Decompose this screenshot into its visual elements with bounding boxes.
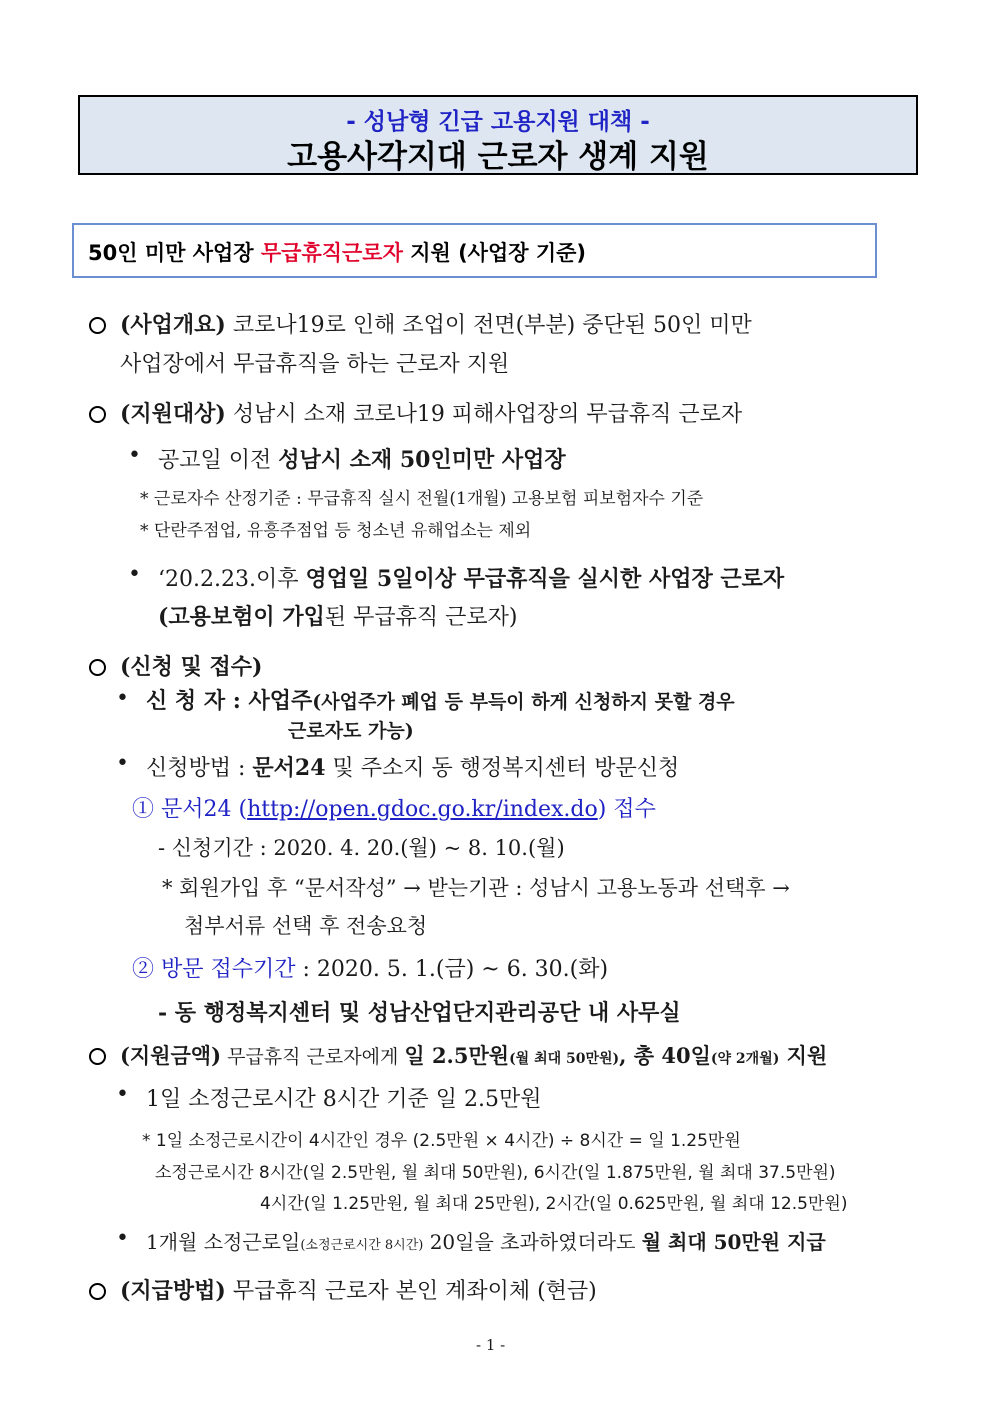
section-suffix: 지원 (사업장 기준) bbox=[402, 241, 587, 265]
bullet-dot-icon: • bbox=[128, 562, 141, 587]
online-period: - 신청기간 : 2020. 4. 20.(월) ~ 8. 10.(월) bbox=[158, 836, 565, 860]
document-title: 고용사각지대 근로자 생계 지원 bbox=[287, 139, 709, 175]
applicant-note-1: (사업주가 폐업 등 부득이 하게 신청하지 못할 경우 bbox=[312, 691, 735, 713]
amount-bullet-2-bold: 월 최대 50만원 지급 bbox=[641, 1230, 826, 1254]
target-line bbox=[120, 397, 742, 428]
amount-note-1: * 1일 소정근로시간이 4시간인 경우 (2.5만원 × 4시간) ÷ 8시간 = 일 1.25만원 bbox=[142, 1131, 741, 1151]
bullet-dot-icon: • bbox=[116, 751, 129, 776]
page-number: - 1 - bbox=[476, 1336, 506, 1354]
target-bullet-2-pre: ‘20.2.23.이후 bbox=[158, 567, 306, 592]
target-bullet-2-bold: 영업일 5일이상 무급휴직을 실시한 사업장 근로자 bbox=[305, 566, 785, 592]
apply-method-pre: 신청방법 : bbox=[146, 756, 253, 781]
amount-bullet-1: 1일 소정근로시간 8시간 기준 일 2.5만원 bbox=[146, 1087, 542, 1112]
apply-method bbox=[146, 751, 679, 782]
amount-label: (지원금액) bbox=[120, 1043, 222, 1068]
circle-bullet-icon bbox=[89, 406, 106, 423]
target-bullet-1-bold: 성남시 소재 50인미만 사업장 bbox=[278, 447, 566, 473]
amount-bullet-2-mid: 20일을 초과하였더라도 bbox=[423, 1230, 642, 1254]
visit-text: : 2020. 5. 1.(금) ~ 6. 30.(화) bbox=[295, 957, 609, 982]
amount-bullet-2 bbox=[146, 1226, 826, 1255]
visit-label: 방문 접수기간 bbox=[154, 957, 296, 982]
online-post: ) 접수 bbox=[597, 797, 656, 822]
online-pre: 문서24 ( bbox=[154, 797, 248, 822]
amount-monthly-max: (월 최대 50만원) bbox=[509, 1051, 620, 1067]
amount-note-3: 4시간(일 1.25만원, 월 최대 25만원), 2시간(일 0.625만원, 월 최대 12.5만원) bbox=[260, 1194, 848, 1214]
online-note-1: * 회원가입 후 “문서작성” → 받는기관 : 성남시 고용노동과 선택후 → bbox=[162, 876, 790, 900]
target-text: 성남시 소재 코로나19 피해사업장의 무급휴직 근로자 bbox=[225, 402, 743, 427]
target-bullet-2 bbox=[158, 562, 784, 593]
applicant-note-2: 근로자도 가능) bbox=[288, 720, 414, 742]
online-number: ① bbox=[132, 797, 155, 822]
circle-bullet-icon bbox=[89, 317, 106, 334]
bullet-dot-icon: • bbox=[116, 686, 129, 711]
amount-bullet-2-small: (소정근로시간 8시간) bbox=[300, 1238, 424, 1253]
overview-text-1: 코로나19로 인해 조업이 전면(부분) 중단된 50인 미만 bbox=[225, 313, 752, 338]
section-prefix: 50인 미만 사업장 bbox=[88, 241, 261, 265]
amount-line bbox=[120, 1040, 827, 1070]
amount-support: 지원 bbox=[779, 1043, 828, 1068]
target-bullet-1 bbox=[158, 443, 566, 474]
target-bullet-2-line-2 bbox=[158, 600, 517, 631]
apply-method-rest: 및 주소지 동 행정복지센터 방문신청 bbox=[325, 756, 680, 781]
section-highlight: 무급휴직근로자 bbox=[260, 241, 403, 265]
amount-text-pre: 무급휴직 근로자에게 bbox=[221, 1046, 405, 1068]
target-note-2: * 단란주점업, 유흥주점업 등 청소년 유해업소는 제외 bbox=[140, 521, 532, 541]
visit-apply bbox=[132, 952, 608, 983]
online-note-2: 첨부서류 선택 후 전송요청 bbox=[184, 914, 428, 938]
circle-bullet-icon bbox=[89, 1048, 106, 1065]
overview-line-1 bbox=[120, 308, 752, 339]
document-subtitle: - 성남형 긴급 고용지원 대책 - bbox=[346, 109, 650, 135]
amount-note-2: 소정근로시간 8시간(일 2.5만원, 월 최대 50만원), 6시간(일 1.875만원, 월 최대 37.5만원) bbox=[155, 1163, 836, 1183]
amount-daily: 일 2.5만원 bbox=[404, 1043, 510, 1068]
overview-line-2: 사업장에서 무급휴직을 하는 근로자 지원 bbox=[120, 352, 510, 377]
section-heading-box bbox=[72, 223, 877, 278]
visit-place: - 동 행정복지센터 및 성남산업단지관리공단 내 사무실 bbox=[158, 1000, 681, 1026]
bullet-dot-icon: • bbox=[116, 1082, 129, 1107]
circle-bullet-icon bbox=[89, 659, 106, 676]
amount-approx-months: (약 2개월) bbox=[710, 1051, 780, 1067]
gdoc-link[interactable]: http://open.gdoc.go.kr/index.do bbox=[247, 797, 598, 822]
target-bullet-1-pre: 공고일 이전 bbox=[158, 448, 279, 473]
applicant-line bbox=[146, 684, 735, 715]
payment-line bbox=[120, 1274, 597, 1305]
online-apply bbox=[132, 792, 656, 823]
target-note-1: * 근로자수 산정기준 : 무급휴직 실시 전월(1개월) 고용보험 피보험자수 기준 bbox=[140, 489, 704, 509]
amount-total-days: , 총 40일 bbox=[619, 1043, 711, 1068]
payment-text: 무급휴직 근로자 본인 계좌이체 (현금) bbox=[225, 1279, 597, 1304]
target-bullet-2-line-2-bold: (고용보험이 가입 bbox=[158, 604, 325, 630]
apply-label: (신청 및 접수) bbox=[120, 654, 263, 680]
visit-number: ② bbox=[132, 957, 155, 982]
section-heading bbox=[88, 237, 586, 267]
target-label: (지원대상) bbox=[120, 401, 226, 427]
applicant-label: 신 청 자 : 사업주 bbox=[146, 688, 313, 714]
apply-method-bold: 문서24 bbox=[252, 755, 326, 781]
overview-label: (사업개요) bbox=[120, 312, 226, 338]
circle-bullet-icon bbox=[89, 1283, 106, 1300]
title-box bbox=[78, 95, 918, 175]
payment-label: (지급방법) bbox=[120, 1278, 226, 1304]
bullet-dot-icon: • bbox=[116, 1226, 129, 1251]
amount-bullet-2-pre: 1개월 소정근로일 bbox=[146, 1230, 301, 1254]
target-bullet-2-line-2-rest: 된 무급휴직 근로자) bbox=[324, 605, 518, 630]
bullet-dot-icon: • bbox=[128, 443, 141, 468]
